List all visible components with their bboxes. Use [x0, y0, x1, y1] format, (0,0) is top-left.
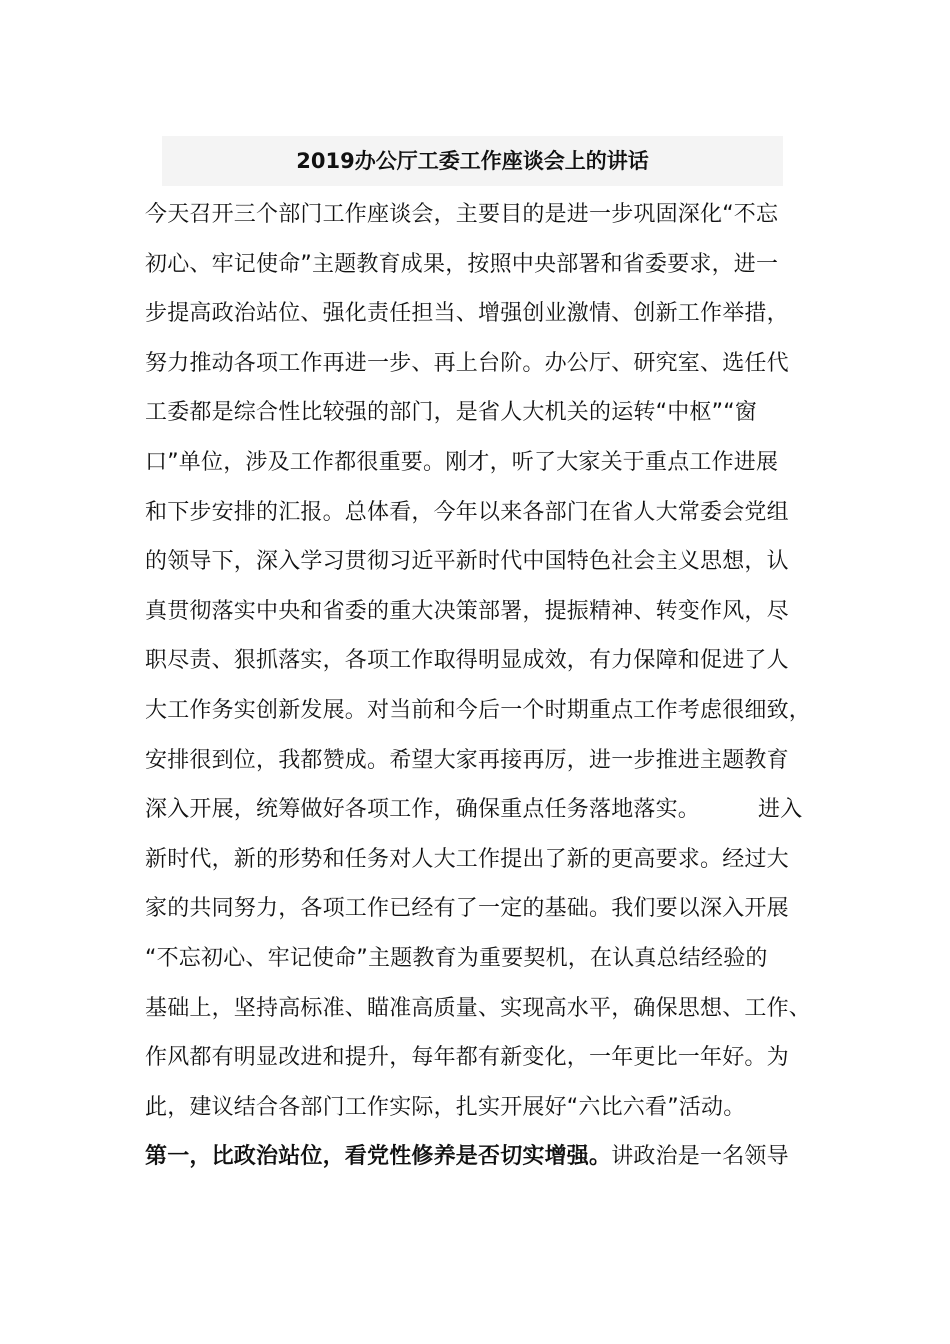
- body-line: 和下步安排的汇报。总体看，今年以来各部门在省人大常委会党组: [145, 499, 789, 525]
- body-line: [145, 785, 825, 835]
- body-line: 口”单位，涉及工作都很重要。刚才，听了大家关于重点工作进展: [145, 449, 779, 475]
- body-line-segment: 深入开展，统筹做好各项工作，确保重点任务落地落实。: [145, 797, 701, 823]
- body-line: 的领导下，深入学习贯彻习近平新时代中国特色社会主义思想，认: [145, 549, 789, 575]
- body-line: 职尽责、狠抓落实，各项工作取得明显成效，有力保障和促进了人: [145, 648, 789, 674]
- body-line: 基础上，坚持高标准、瞄准高质量、实现高水平，确保思想、工作、: [145, 995, 812, 1021]
- body-line-segment: 讲政治是一名领导: [611, 1144, 789, 1170]
- body-line: 步提高政治站位、强化责任担当、增强创业激情、创新工作举措，: [145, 301, 789, 327]
- body-line: 努力推动各项工作再进一步、再上台阶。办公厅、研究室、选任代: [145, 350, 789, 376]
- body-line-segment: 进入: [758, 797, 803, 823]
- document-body: [145, 190, 825, 1182]
- body-line: 新时代，新的形势和任务对人大工作提出了新的更高要求。经过大: [145, 846, 789, 872]
- body-line: 今天召开三个部门工作座谈会，主要目的是进一步巩固深化“不忘: [145, 202, 779, 227]
- body-line: “不忘初心、牢记使命”主题教育为重要契机，在认真总结经验的: [145, 945, 768, 971]
- body-line: 真贯彻落实中央和省委的重大决策部署，提振精神、转变作风，尽: [145, 598, 789, 624]
- body-line: 初心、牢记使命”主题教育成果，按照中央部署和省委要求，进一: [145, 251, 779, 277]
- body-line: [145, 1132, 825, 1182]
- body-line: 作风都有明显改进和提升，每年都有新变化，一年更比一年好。为: [145, 1045, 789, 1071]
- body-line: 工委都是综合性比较强的部门，是省人大机关的运转“中枢”“窗: [145, 400, 757, 426]
- section-heading: 第一，比政治站位，看党性修养是否切实增强。: [145, 1144, 612, 1170]
- body-line: 此，建议结合各部门工作实际，扎实开展好“六比六看”活动。: [145, 1094, 746, 1120]
- body-line: 家的共同努力，各项工作已经有了一定的基础。我们要以深入开展: [145, 896, 789, 922]
- body-line: 大工作务实创新发展。对当前和今后一个时期重点工作考虑很细致，: [145, 697, 812, 723]
- document-title: 2019办公厅工委工作座谈会上的讲话: [296, 149, 649, 173]
- body-line: 安排很到位，我都赞成。希望大家再接再厉，进一步推进主题教育: [145, 747, 789, 773]
